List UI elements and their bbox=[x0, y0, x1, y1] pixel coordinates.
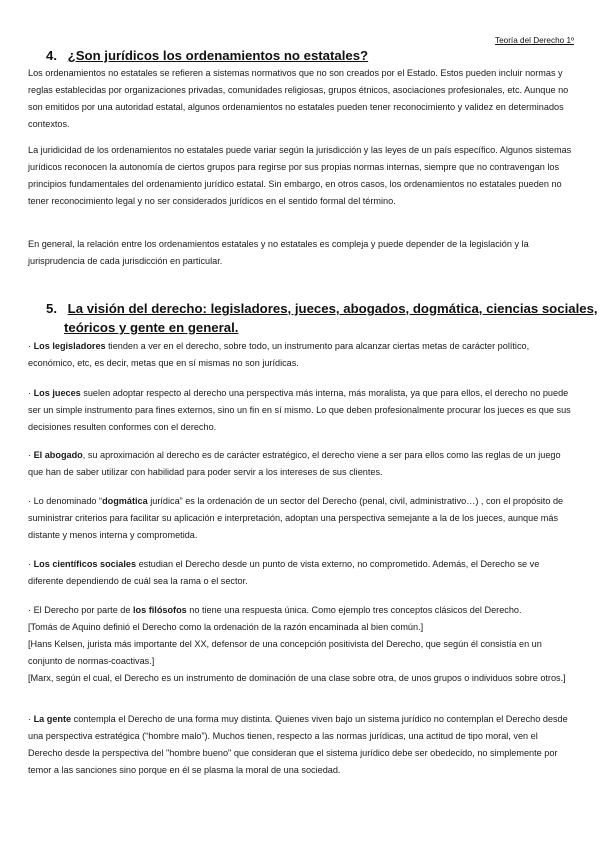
legisladores-text: tienden a ver en el derecho, sobre todo, un instrumento para alcanzar ciertas metas de carácter político, económico, etc, es decir, metas que en sí mismas no son jurídicas. bbox=[28, 341, 530, 368]
filosofos-term: los filósofos bbox=[133, 605, 187, 615]
legisladores-prefix: · bbox=[28, 341, 34, 351]
running-header: Teoría del Derecho 1º bbox=[495, 36, 574, 45]
abogado-paragraph bbox=[28, 447, 574, 481]
abogado-prefix: · bbox=[28, 450, 34, 460]
abogado-term: El abogado bbox=[33, 450, 83, 460]
dogmatica-paragraph bbox=[28, 493, 574, 544]
section-5-heading-cont bbox=[64, 319, 238, 336]
section-4-paragraph-1: Los ordenamientos no estatales se refieren a sistemas normativos que no son creados por el Estado. Estos pueden incluir normas y reglas establecidas por organizaciones privadas, comunidades religiosas, grupos étnicos, asociaciones profesionales, etc. Aunque no son emitidos por una autoridad estatal, algunos ordenamientos no estatales pueden tener reconocimiento y validez en determinados contextos. bbox=[28, 68, 569, 129]
dogmatica-term: dogmática bbox=[102, 496, 148, 506]
section-4-heading bbox=[46, 47, 368, 64]
dogmatica-prefix: · Lo denominado “ bbox=[28, 496, 103, 506]
cientificos-text: estudian el Derecho desde un punto de vista externo, no comprometido. Además, el Derecho se ve diferente dependiendo de cuál sea la rama o el sector. bbox=[28, 559, 540, 586]
filosofos-example-kelsen: [Hans Kelsen, jurista más importante del XX, defensor de una concepción positivista del Derecho, que según él consistía en un conjunto de normas-coactivas.] bbox=[28, 638, 542, 666]
filosofos-example-aquino: [Tomás de Aquino definió el Derecho como la ordenación de la razón encaminada al bien común.] bbox=[28, 621, 424, 632]
section-4-paragraph-3: En general, la relación entre los ordenamientos estatales y no estatales es compleja y puede depender de la legislación y la jurisprudencia de cada jurisdicción en particular. bbox=[28, 239, 529, 266]
section-5-title-line-1: La visión del derecho: legisladores, jueces, abogados, dogmática, ciencias sociales, bbox=[67, 301, 598, 316]
filosofos-example-marx: [Marx, según el cual, el Derecho es un instrumento de dominación de una clase sobre otra, de unos grupos o individuos sobre otros.] bbox=[28, 672, 566, 683]
filosofos-text: no tiene una respuesta única. Como ejemplo tres conceptos clásicos del Derecho. bbox=[186, 605, 522, 615]
section-5-title-line-2: teóricos y gente en general. bbox=[64, 320, 239, 335]
legisladores-paragraph bbox=[28, 338, 574, 372]
jueces-term: Los jueces bbox=[33, 388, 81, 398]
section-4-paragraph-2: La juridicidad de los ordenamientos no estatales puede variar según la jurisdicción y las leyes de un país específico. Algunos sistemas jurídicos reconocen la autonomía de ciertos grupos para regirse por sus propias normas internas, siempre que no contravengan los principios fundamentales del ordenamiento jurídico estatal. Sin embargo, en otros casos, los ordenamientos no estatales pueden no tener reconocimiento legal y no ser considerados jurídicos en el sentido formal del término. bbox=[28, 145, 572, 206]
jueces-prefix: · bbox=[28, 388, 34, 398]
jueces-paragraph bbox=[28, 385, 574, 436]
section-4-title: ¿Son jurídicos los ordenamientos no estatales? bbox=[67, 48, 369, 63]
cientificos-prefix: · bbox=[28, 559, 34, 569]
filosofos-prefix: · El Derecho por parte de bbox=[28, 605, 133, 615]
gente-text: contempla el Derecho de una forma muy distinta. Quienes viven bajo un sistema jurídico no contemplan el Derecho desde una perspectiva estratégica (“hombre malo”). Muchos tienen, respecto a las normas jurídicas, una actitud de tipo moral, ven el Derecho desde la perspectiva del "hombre bueno" que consideran que el sistema jurídico debe ser obedecido, no simplemente por temor a las sanciones sino porque en él se plasma la moral de una sociedad. bbox=[28, 714, 568, 775]
gente-prefix: · bbox=[28, 714, 34, 724]
legisladores-term: Los legisladores bbox=[33, 341, 106, 351]
section-5-heading bbox=[46, 300, 598, 317]
section-4-number: 4. bbox=[46, 48, 57, 63]
jueces-text: suelen adoptar respecto al derecho una perspectiva más interna, más moralista, ya que para ellos, el derecho no puede ser un simple instrumento para fines externos, sino un fin en sí mismo. Lo que deben profesionalmente procurar los jueces es que sus decisiones resulten conformes con el derecho. bbox=[28, 388, 571, 432]
gente-paragraph bbox=[28, 711, 574, 779]
section-5-number: 5. bbox=[46, 301, 57, 316]
cientificos-term: Los científicos sociales bbox=[33, 559, 137, 569]
dogmatica-text: jurídica” es la ordenación de un sector del Derecho (penal, civil, administrativo…) , con el propósito de suministrar criterios para facilitar su aplicación e interpretación, adoptan una perspectiva semejante a la de los jueces, aunque más distante y menos interna y comprometida. bbox=[28, 496, 564, 540]
filosofos-paragraph bbox=[28, 602, 574, 687]
abogado-text: , su aproximación al derecho es de carácter estratégico, el derecho viene a ser para ellos como las reglas de un juego que han de saber utilizar con habilidad para poder servir a los intereses de sus clientes. bbox=[28, 450, 561, 477]
cientificos-paragraph bbox=[28, 556, 574, 590]
gente-term: La gente bbox=[33, 714, 72, 724]
